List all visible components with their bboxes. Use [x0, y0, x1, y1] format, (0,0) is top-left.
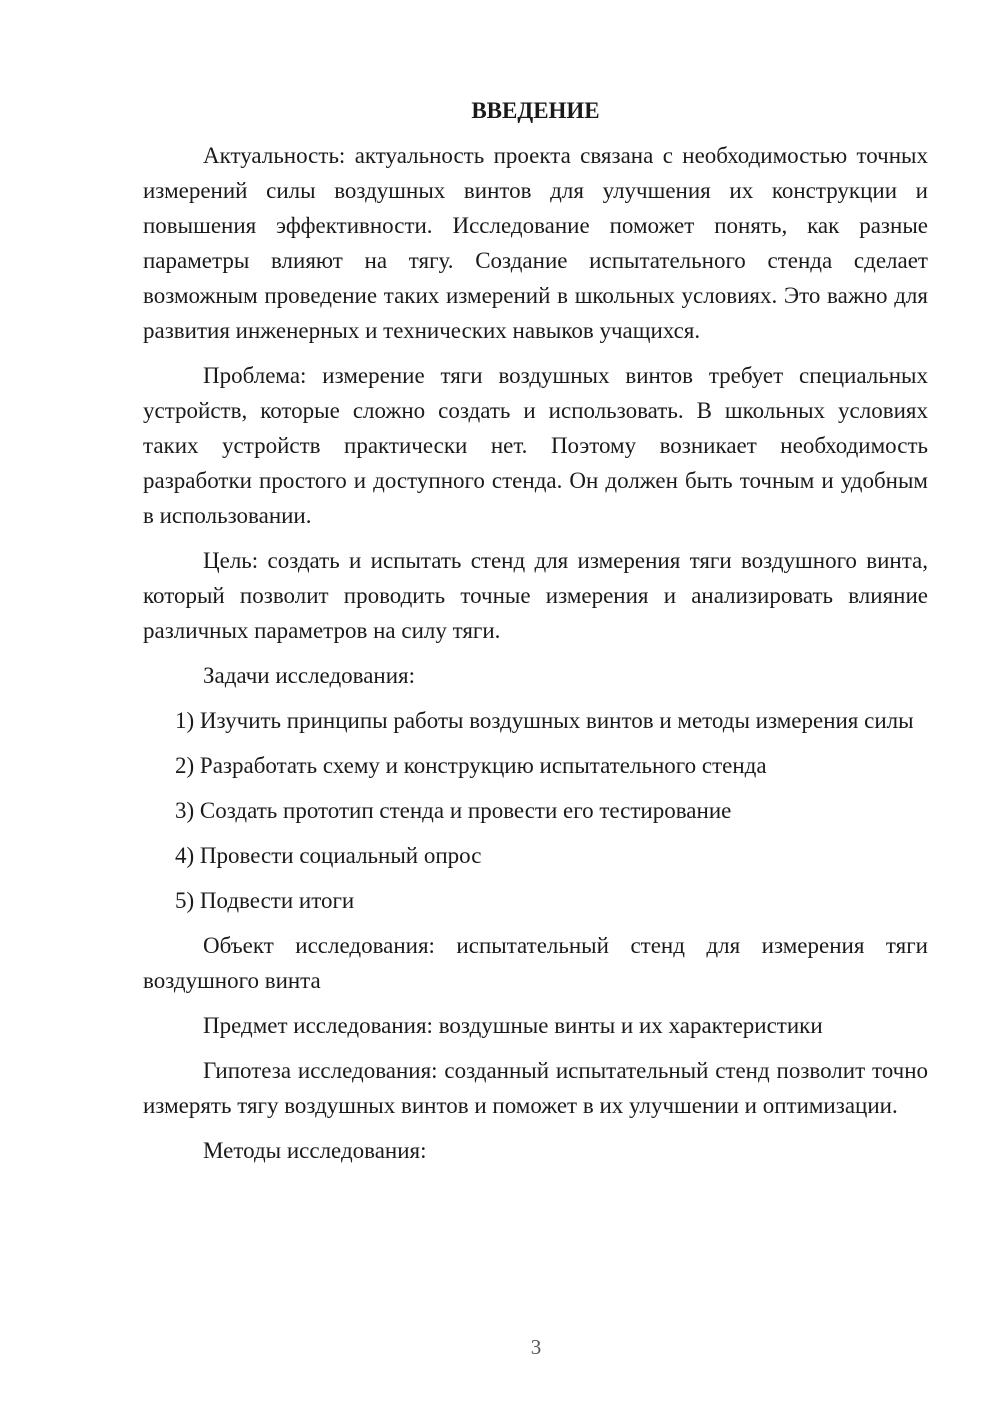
problem-paragraph: Проблема: измерение тяги воздушных винтов требует специальных устройств, которые сложно создать и использовать. В школьных условиях таких устройств практически нет. Поэтому возникает необходимость разработки простого и доступного стенда. Он должен быть точным и удобным в использовании.: [143, 363, 928, 528]
page-content: [143, 96, 928, 1178]
task-item-4: 4) Провести социальный опрос: [175, 843, 482, 868]
task-item-1: 1) Изучить принципы работы воздушных винтов и методы измерения силы: [175, 708, 914, 733]
goal-paragraph: Цель: создать и испытать стенд для измерения тяги воздушного винта, который позволит проводить точные измерения и анализировать влияние различных параметров на силу тяги.: [143, 548, 928, 643]
task-item-3: 3) Создать прототип стенда и провести его тестирование: [175, 798, 732, 823]
relevance-paragraph: Актуальность: актуальность проекта связана с необходимостью точных измерений силы воздушных винтов для улучшения их конструкции и повышения эффективности. Исследование поможет понять, как разные параметры влияют на тягу. Создание испытательного стенда сделает возможным проведение таких измерений в школьных условиях. Это важно для развития инженерных и технических навыков учащихся.: [143, 143, 928, 343]
methods-heading: Методы исследования:: [203, 1138, 427, 1163]
subject-paragraph: Предмет исследования: воздушные винты и их характеристики: [203, 1013, 823, 1038]
page-number: 3: [530, 1335, 542, 1359]
task-item-2: 2) Разработать схему и конструкцию испытательного стенда: [175, 753, 767, 778]
section-title: ВВЕДЕНИЕ: [471, 98, 600, 123]
tasks-heading: Задачи исследования:: [203, 663, 416, 688]
task-item-5: 5) Подвести итоги: [175, 888, 355, 913]
object-paragraph: Объект исследования: испытательный стенд для измерения тяги воздушного винта: [143, 933, 928, 993]
hypothesis-paragraph: Гипотеза исследования: созданный испытательный стенд позволит точно измерять тягу воздушных винтов и поможет в их улучшении и оптимизации.: [143, 1058, 928, 1118]
